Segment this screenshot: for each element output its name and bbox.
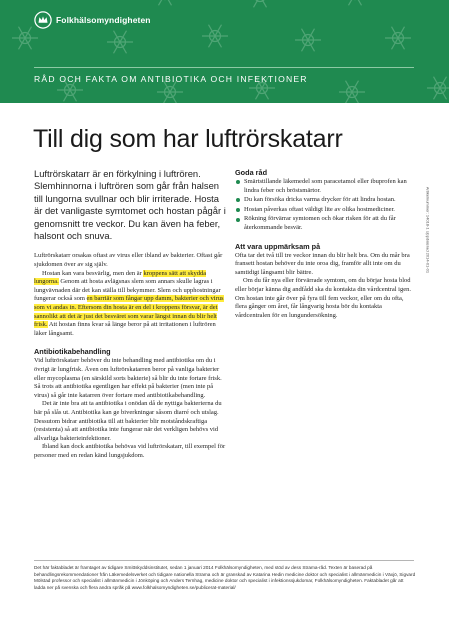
- body-paragraph: Hostan kan vara besvärlig, men den är kroppens sätt att skydda lungorna. Genom att hosta avlägsnas slem som annars skulle lagras i lungvävnaden där det kan ställa till bekymmer. Slem och upphostningar fungerar också som en barriär som fångar upp damm, bakterier och virus som vi andas in. Eftersom din hosta är en del i kroppens försvar, är det sannolikt att det är just det besväret som varar längst innan du blir helt frisk. Att hostan finns kvar så länge beror på att irritationen i luftrören läker långsamt.: [34, 269, 224, 337]
- article-code: Artikelnummer: 14018-1 Uppdaterad 2014-01-01: [425, 186, 431, 274]
- list-item: Hostan påverkas oftast väldigt lite av olika hostmediciner.: [235, 206, 415, 215]
- body-paragraph: Vid luftrörskatarr behöver du inte behandling med antibiotika om du i övrigt är lungfrisk. Även om luftrörskatarren beror på vanliga bakterier eller mycoplasma (en särskild sorts bakterie) så blir du inte fortare frisk. Så trots att antibiotika egentligen har effekt på bakterier (men inte på virus) så går inte katarren över fortare med antibiotikabehandling.: [34, 357, 222, 399]
- body-paragraph: Ofta tar det två till tre veckor innan du blir helt bra. Om du mår bra fransett hostan behöver du inte oroa dig, framför allt inte om du samtidigt långsamt blir bättre.: [235, 251, 410, 276]
- footer-text: Det här faktabladet är framtaget av tidigare Smittskyddsinstitutet, sedan 1 januari 2014 Folkhälsomyndigheten, med stöd av dess Strama-råd. Texten är baserad på behandlingsrekommendationer från Läkemedelsverket och tidigare nationella Strama och är granskad av Katarina Hedin medicine doktor och specialist i allmänmedicin i Växjö, Sigvard Mölstad professor och specialist i allmänmedicin i Jönköping och Anders Ternhag, medicine doktor och specialist i infektionssjukdomar, Folkhälsomyndigheten. Faktabladet går att ladda ner på svenska och flera andra språk på www.folkhalsomyndigheten.se/publicerat-material/: [34, 565, 416, 590]
- series-title: RÅD OCH FAKTA OM ANTIBIOTIKA OCH INFEKTIONER: [34, 74, 308, 84]
- org-logo: [34, 11, 151, 29]
- section-heading: Antibiotikabehandling: [34, 347, 111, 357]
- body-paragraph: Luftrörskatarr orsakas oftast av virus eller ibland av bakterier. Oftast går sjukdomen över av sig själv.: [34, 252, 223, 269]
- section-heading: Att vara uppmärksam på: [235, 241, 321, 251]
- list-item: Smärtstillande läkemedel som paracetamol eller ibuprofen kan lindra feber och bröstsmärtor.: [235, 178, 415, 195]
- footer-divider: [34, 560, 414, 561]
- section-heading: Goda råd: [235, 168, 268, 177]
- body-paragraph: Det är inte bra att ta antibiotika i onödan då de nyttiga bakterierna du bär på slås ut. Antibiotika kan ge biverkningar såsom diarré och utslag. Dessutom bidrar antibiotika till att bakterier blir motståndskraftiga (resistenta) så att antibiotika inte fungerar när det verkligen behövs vid allvarliga bakterieinfektioner.: [34, 400, 222, 442]
- list-item: Rökning förvärrar symtomen och ökar risken för att du får återkommande besvär.: [235, 215, 415, 232]
- header-divider: [34, 67, 414, 68]
- right-column: [235, 168, 415, 320]
- org-name: Folkhälsomyndigheten: [56, 15, 151, 25]
- header-banner: [0, 0, 449, 103]
- body-paragraph: Ibland kan dock antibiotika behövas vid luftrörskatarr, till exempel för personer med en redan känd lungsjukdom.: [34, 443, 226, 459]
- body-paragraph: Om du får nya eller förvärrade symtom, om du börjar hosta blod eller börjar känna dig andfådd ska du kontakta din vårdcentral igen. Om hostan inte går över på fyra till fem veckor, eller om du ofta, flera gånger om året, får långvarig hosta bör du kontakta vårdcentralen för en lungundersökning.: [235, 277, 411, 319]
- advice-list: [235, 178, 415, 233]
- crown-icon: [34, 11, 52, 29]
- left-column: [34, 168, 226, 461]
- page-title: Till dig som har luftrörskatarr: [33, 125, 343, 153]
- highlight: en barriär som fångar upp damm, bakterier och virus som vi andas in. Eftersom din hosta är en del i kroppens försvar, är det sannolikt att det är just det besväret som varar längst innan du blir helt frisk.: [34, 295, 224, 329]
- lead-paragraph: Luftrörskatarr är en förkylning i luftrören. Slemhinnorna i luftrören som går från halsen till lungorna svullnar och blir irriterade. Hosta är det vanligaste symtomet och hostan pågår i genomsnitt tre veckor. Du kan även ha feber, halsont och snuva.: [34, 168, 226, 242]
- list-item: Du kan försöka dricka varma drycker för att lindra hostan.: [235, 196, 415, 205]
- highlight: kroppens sätt att skydda lungorna.: [34, 269, 207, 286]
